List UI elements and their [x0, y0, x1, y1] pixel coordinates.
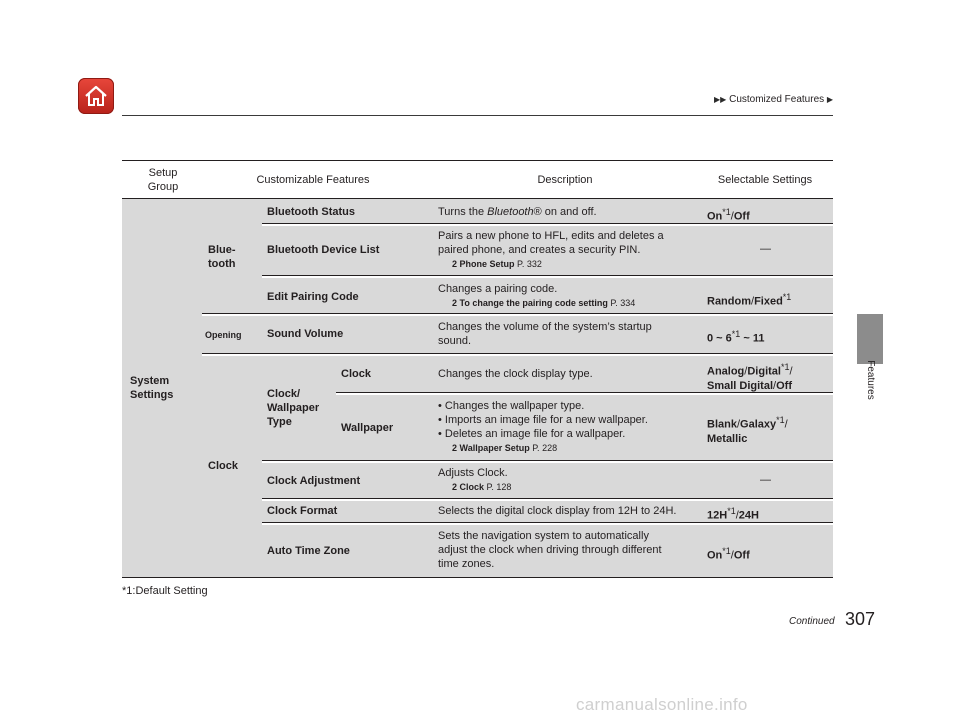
subgroup-clock-wallpaper-type: Clock/ Wallpaper Type [267, 388, 320, 428]
feature-clock-format: Clock Format [267, 505, 338, 517]
feature-clock: Clock [341, 368, 371, 380]
continued-label: Continued [789, 616, 835, 627]
breadcrumb[interactable] [714, 94, 833, 105]
group-system-settings: System Settings [130, 375, 174, 401]
feature-bluetooth-status: Bluetooth Status [267, 206, 355, 218]
table-top-rule [122, 160, 833, 161]
triangle-right-icon: ▶▶ [714, 95, 727, 104]
desc-clock: Changes the clock display type. [438, 368, 593, 380]
row-gap [262, 499, 833, 501]
page-number: 307 [845, 609, 876, 629]
row-gap [202, 354, 833, 356]
feature-clock-adjustment: Clock Adjustment [267, 475, 361, 487]
ref-phone-setup[interactable]: 2 Phone Setup P. 332 [452, 259, 542, 269]
desc-clock-format: Selects the digital clock display from 12H to 24H. [438, 505, 677, 517]
feature-wallpaper: Wallpaper [341, 422, 394, 434]
desc-clock-adjustment: Adjusts Clock. 2 Clock P. 128 [438, 467, 512, 492]
breadcrumb-label: Customized Features [729, 94, 825, 105]
desc-wallpaper: • Changes the wallpaper type. • Imports an image file for a new wallpaper. • Deletes an image file for a wallpaper. 2 Wallpaper Setup P. 228 [438, 400, 648, 453]
header-rule [122, 115, 833, 116]
ref-clock[interactable]: 2 Clock P. 128 [452, 482, 512, 492]
watermark: carmanualsonline.info [576, 695, 748, 714]
subgroup-bluetooth: Blue- tooth [208, 244, 236, 270]
setting-bluetooth-status: On$^{*1}$/Off [707, 207, 750, 223]
header-selectable-settings: Selectable Settings [717, 174, 813, 186]
home-button[interactable] [78, 78, 114, 114]
desc-bluetooth-device-list: Pairs a new phone to HFL, edits and deletes a paired phone, and creates a security PIN. 2 Phone Setup P. 332 [438, 230, 664, 269]
row-gap [202, 314, 833, 316]
feature-edit-pairing-code: Edit Pairing Code [267, 291, 359, 303]
setting-bluetooth-device-list: — [760, 243, 771, 255]
desc-edit-pairing-code: Changes a pairing code. 2 To change the pairing code setting P. 334 [438, 283, 636, 308]
row-gap [262, 276, 833, 278]
desc-bluetooth-status: Turns the Bluetooth® on and off. [438, 206, 597, 218]
subgroup-clock: Clock [208, 460, 238, 472]
setting-wallpaper: Blank/Galaxy$^{*1}$/ Metallic [707, 415, 788, 445]
setting-auto-time-zone: On$^{*1}$/Off [707, 546, 750, 562]
desc-sound-volume: Changes the volume of the system’s startup sound. [438, 321, 652, 347]
bullet-icon: • [438, 428, 442, 440]
header-setup-group: Setup Group [147, 167, 179, 193]
ref-wallpaper-setup[interactable]: 2 Wallpaper Setup P. 228 [452, 443, 558, 453]
feature-bluetooth-device-list: Bluetooth Device List [267, 244, 380, 256]
row-gap [262, 523, 833, 525]
header-description: Description [537, 174, 593, 186]
table-bottom-rule [122, 577, 833, 578]
section-tab-label: Features [865, 360, 876, 400]
home-icon [83, 83, 109, 109]
desc-auto-time-zone: Sets the navigation system to automatically adjust the clock when driving through different time zones. [438, 530, 662, 570]
row-gap [262, 461, 833, 463]
setting-edit-pairing-code: Random/Fixed$^{*1}$ [707, 292, 792, 308]
bullet-icon: • [438, 414, 442, 426]
setting-clock: Analog/Digital$^{*1}$/ Small Digital/Off [707, 362, 793, 392]
bullet-icon: • [438, 400, 442, 412]
feature-sound-volume: Sound Volume [267, 328, 344, 340]
row-gap [262, 224, 833, 226]
row-gap [336, 393, 833, 395]
feature-auto-time-zone: Auto Time Zone [267, 545, 350, 557]
header-customizable-features: Customizable Features [256, 174, 370, 186]
subgroup-opening: Opening [205, 330, 242, 340]
ref-pairing-code[interactable]: 2 To change the pairing code setting P. 334 [452, 298, 636, 308]
triangle-right-icon: ▶ [826, 95, 834, 104]
setting-clock-adjustment: — [760, 474, 771, 486]
setting-sound-volume: 0 ~ 6$^{*1}$ ~ 11 [707, 329, 765, 345]
footnote-default-setting: *1:Default Setting [122, 585, 208, 597]
setting-clock-format: $12H^{*1}/24H$ [707, 506, 759, 522]
